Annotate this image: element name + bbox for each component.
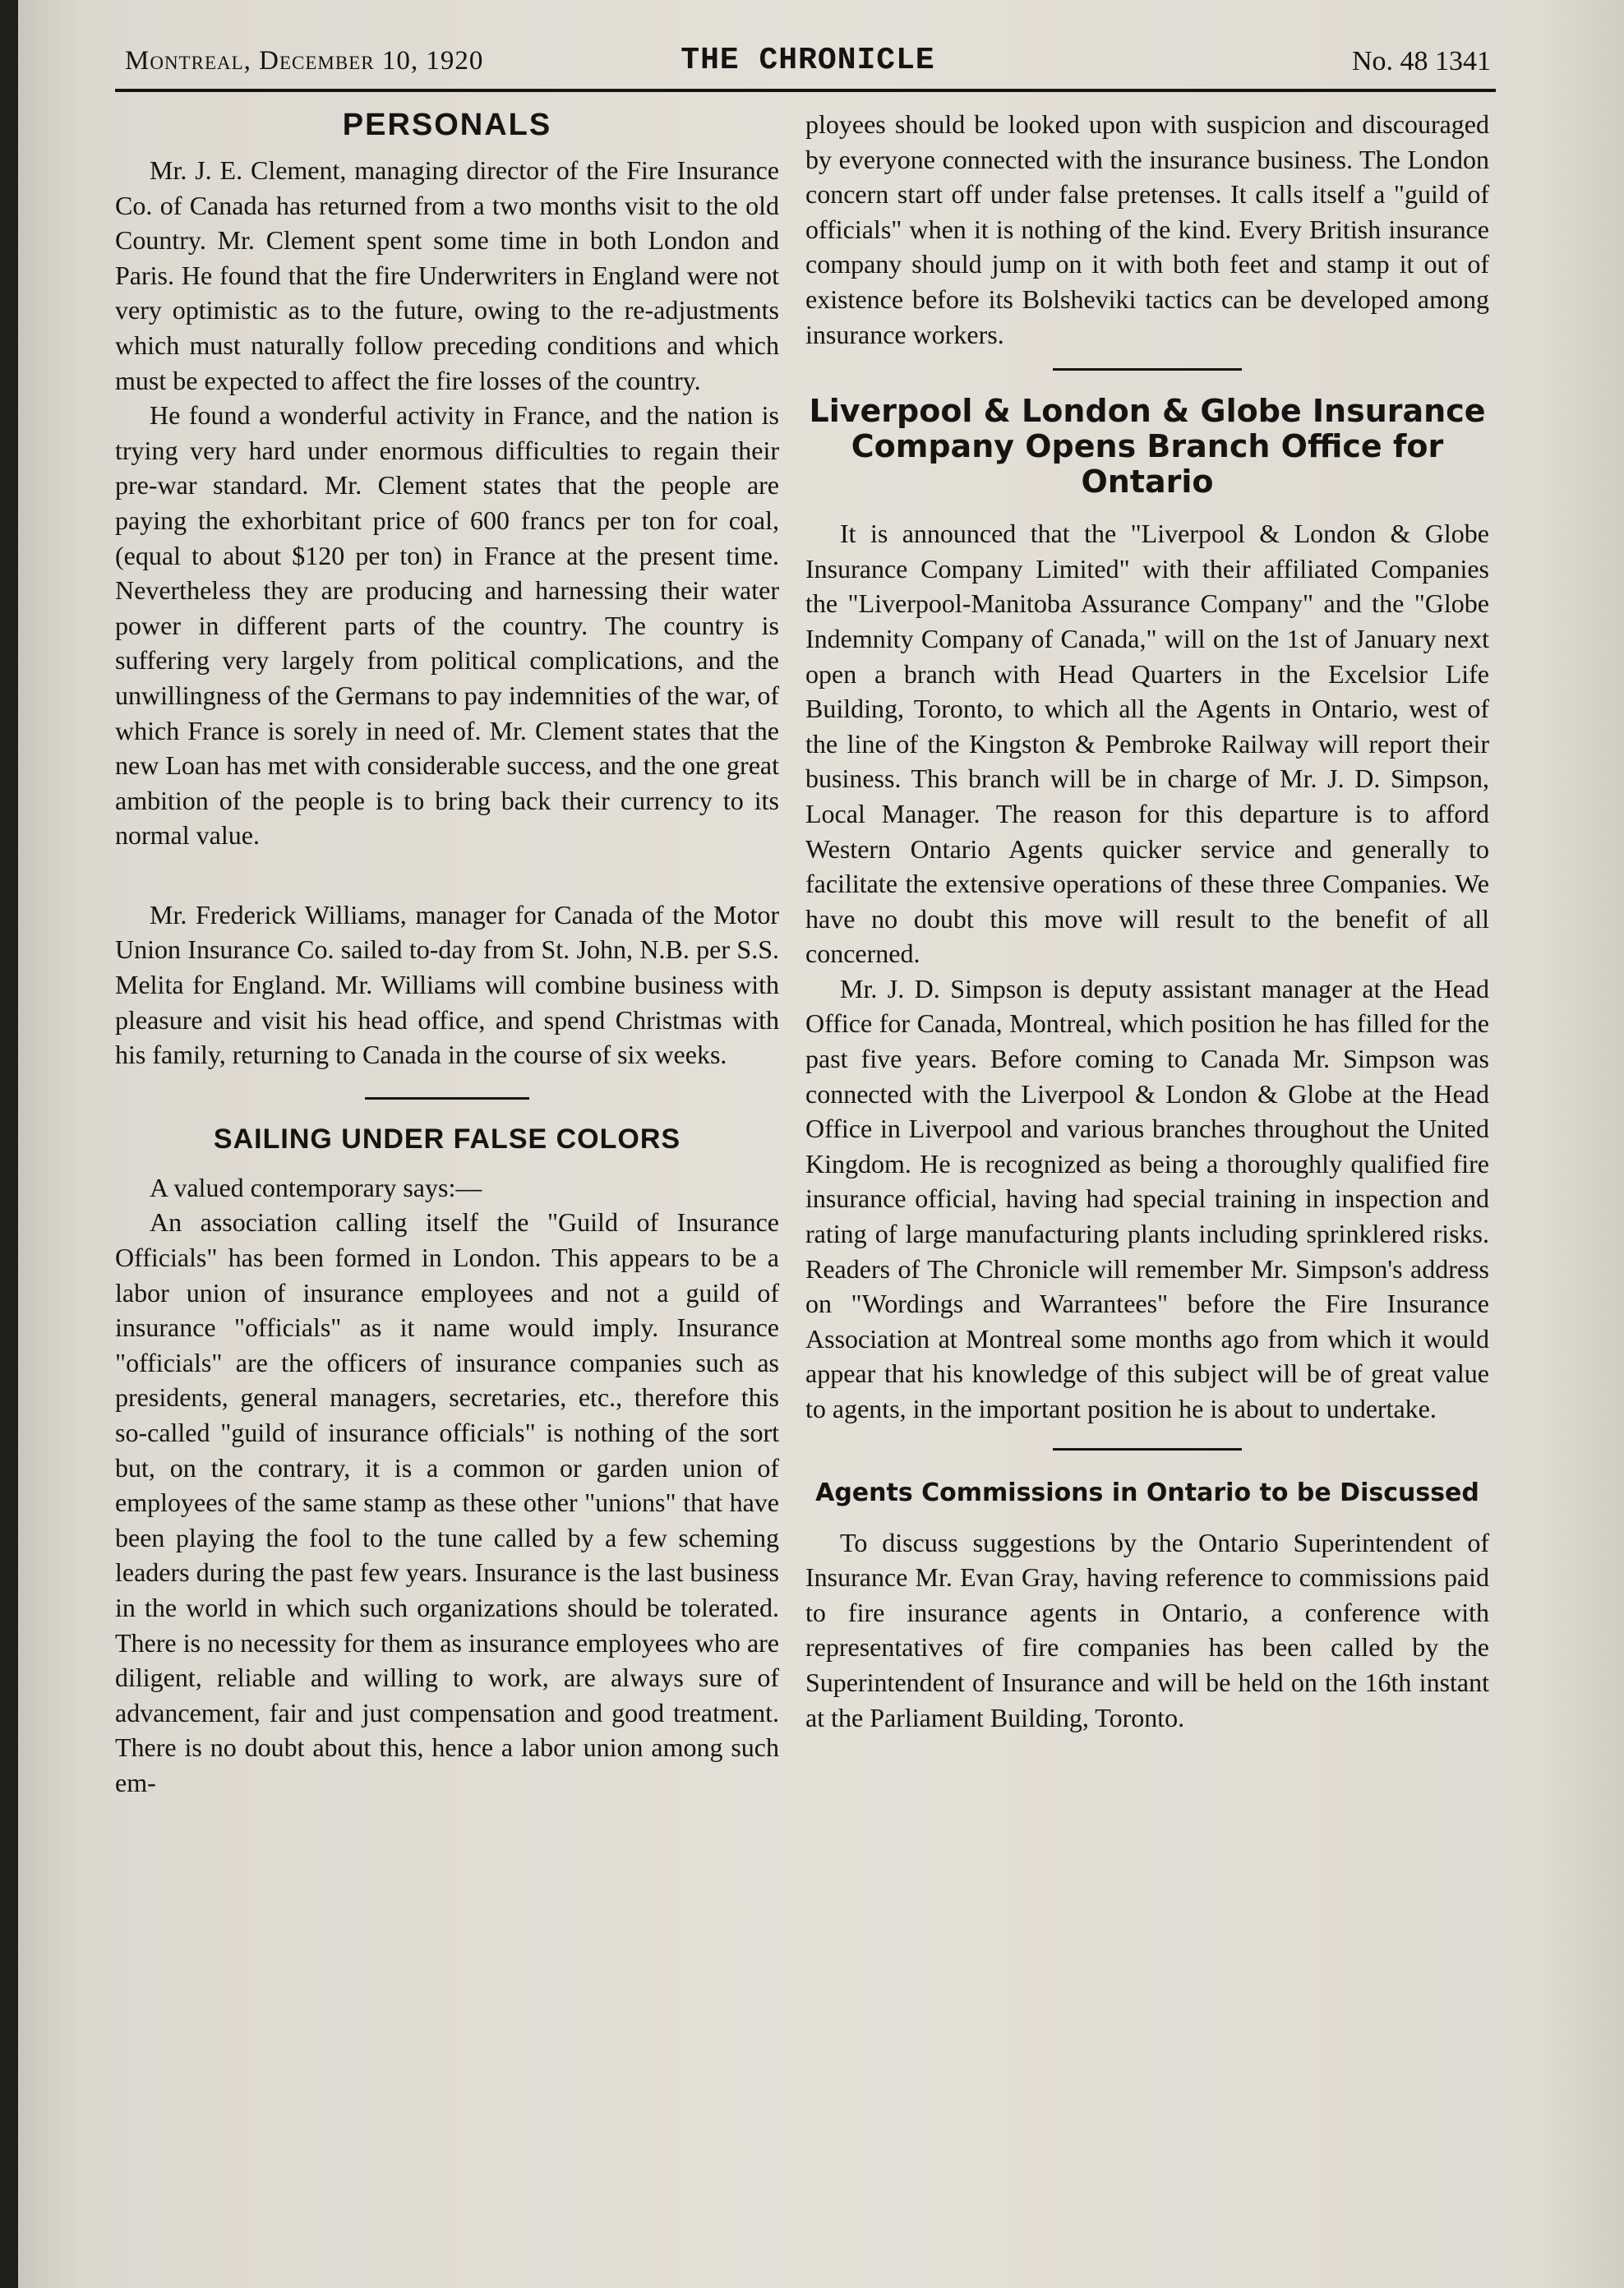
sailing-paragraph-continued: ployees should be looked upon with suspicion and discouraged by everyone connected with the insurance business. The London concern start off under false pretenses. It calls itself a "guild of officials" when it is nothing of the kind. Every British insurance company should jump on it with both feet and stamp it out of existence before its Bolsheviki tactics can be developed among insurance workers. [805,109,1489,349]
personals-paragraph-2: He found a wonderful activity in France, and the nation is trying very hard under enormous difficulties to regain their pre-war standard. Mr. Clement states that the people are paying the exhorbitant price of 600 francs per ton for coal, (equal to about $120 per ton) in France at the present time. Nevertheless they are producing and harnessing their water power in different parts of the country. The country is suffering very largely from political complications, and the unwillingness of the Germans to pay indemnities of the war, of which France is sorely in need of. Mr. Clement states that the new Loan has met with considerable success, and the one great ambition of the people is to bring back their currency to its normal value. [115,400,779,851]
header-date: Montreal, December 10, 1920 [125,46,484,76]
publication-title: THE CHRONICLE [681,43,935,78]
liverpool-paragraph-2: Mr. J. D. Simpson is deputy assistant manager at the Head Office for Canada, Montreal, which position he has filled for the past five years. Before coming to Canada Mr. Simpson was connected with the Liverpool & London & Globe at the Head Office in Liverpool and various branches throughout the United Kingdom. He is recognized as being a thoroughly qualified fire insurance official, having had special training in inspection and rating of large manufacturing plants including sprinklered risks. Readers of The Chronicle will remember Mr. Simpson's address on "Wordings and Warrantees" before the Fire Insurance Association at Montreal some months ago from which it would appear that his knowledge of this subject will be of great value to agents, in the important position he is about to undertake. [805,973,1489,1423]
sailing-paragraph-1: An association calling itself the "Guild of Insurance Officials" has been formed in London. This appears to be a labor union of insurance employees and not a guild of insurance "officials" as it name would imply. Insurance "officials" are the officers of insurance companies such as presidents, general managers, secretaries, etc., therefore this so-called "guild of insurance officials" is nothing of the sort but, on the contrary, it is a common or garden union of employees of the same stamp as these other "unions" that have been playing the fool to the tune called by a few scheming leaders during the past few years. Insurance is the last business in the world in which such organizations should be tolerated. There is no necessity for them as insurance employees who are diligent, reliable and willing to work, are always sure of advancement, fair and just compensation and good treatment. There is no doubt about this, hence a labor union among such em- [115,1207,779,1797]
header-rule [115,89,1496,92]
personals-paragraph-1: Mr. J. E. Clement, managing director of the Fire Insurance Co. of Canada has returned from a two months visit to the old Country. Mr. Clement spent some time in both London and Paris. He found that the fire Underwriters in England were not very optimistic as to the future, owing to the re-adjustments which must naturally follow preceding conditions and which must be expected to affect the fire losses of the country. [115,155,779,395]
section-divider [1053,368,1242,371]
agents-paragraph-1: To discuss suggestions by the Ontario Superintendent of Insurance Mr. Evan Gray, having reference to commissions paid to fire insurance agents in Ontario, a conference with representatives of fire companies has been called by the Superintendent of Insurance and will be held on the 16th instant at the Parliament Building, Toronto. [805,1527,1489,1732]
issue-page-number: No. 48 1341 [1351,46,1491,76]
agents-heading: Agents Commissions in Ontario to be Discussed [815,1478,1479,1507]
newspaper-page [18,0,1624,2288]
section-divider [1053,1448,1242,1451]
left-column [115,107,779,1801]
page-header [125,43,1491,84]
personals-paragraph-3: Mr. Frederick Williams, manager for Canada of the Motor Union Insurance Co. sailed to-day from St. John, N.B. per S.S. Melita for England. Mr. Williams will combine business with pleasure and visit his head office, and spend Christmas with his family, returning to Canada in the course of six weeks. [115,899,779,1070]
personals-heading: PERSONALS [342,108,552,142]
liverpool-paragraph-1: It is announced that the "Liverpool & London & Globe Insurance Company Limited" with their affiliated Companies the "Liverpool-Manitoba Assurance Company" and the "Globe Indemnity Company of Canada," will on the 1st of January next open a branch with Head Quarters in the Excelsior Life Building, Toronto, to which all the Agents in Ontario, west of the line of the Kingston & Pembroke Railway will report their business. This branch will be in charge of Mr. J. D. Simpson, Local Manager. The reason for this departure is to afford Western Ontario Agents quicker service and generally to facilitate the extensive operations of these three Companies. We have no doubt this move will result to the benefit of all concerned. [805,519,1489,969]
spacer [115,853,779,897]
section-divider [365,1097,529,1100]
right-column [805,107,1489,1735]
sailing-heading: SAILING UNDER FALSE COLORS [213,1123,681,1155]
sailing-intro: A valued contemporary says:— [150,1172,482,1202]
liverpool-heading: Liverpool & London & Globe Insurance Company Opens Branch Office for Ontario [809,393,1486,501]
